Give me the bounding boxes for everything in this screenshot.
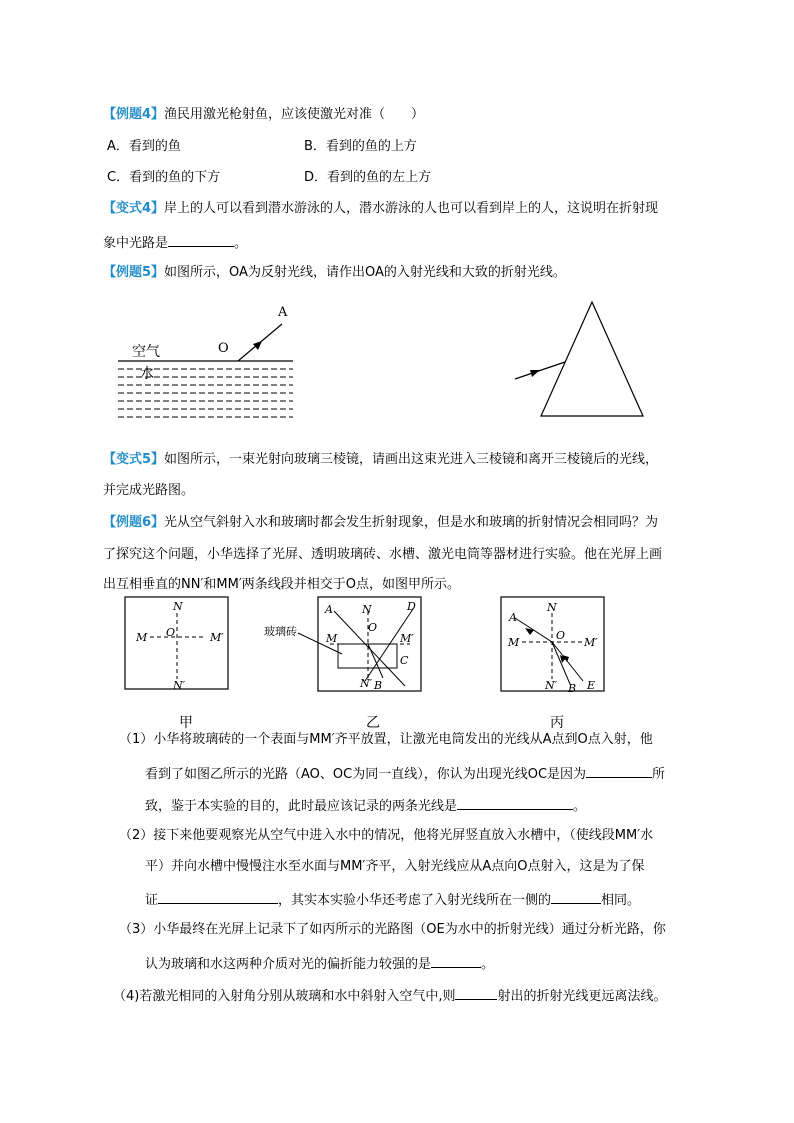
label-m2-yi: M′ <box>400 632 414 645</box>
label-a-yi: A <box>325 603 333 616</box>
ex6-line3: 出互相垂直的NN′和MM′两条线段并相交于O点，如图甲所示。 <box>103 577 461 592</box>
ex6-tag: 【例题6】 <box>103 515 165 530</box>
label-n-jia: N <box>173 600 183 613</box>
label-n-yi: N <box>362 603 372 616</box>
label-o: O <box>218 341 229 356</box>
ex4-option-b: B．看到的鱼的上方 <box>304 139 417 154</box>
q1-line2 <box>145 763 665 784</box>
label-o-jia: O <box>166 626 176 639</box>
label-o-yi: O <box>368 621 378 634</box>
ex4-tag: 【例题4】 <box>103 107 165 122</box>
figure-jia <box>124 596 234 696</box>
var5-tag: 【变式5】 <box>103 452 165 467</box>
ex6-question <box>103 514 658 532</box>
refracted-ray-ob <box>552 642 570 684</box>
label-b-yi: B <box>374 679 383 692</box>
var4-line2 <box>103 232 247 253</box>
q2-text-end: 相同。 <box>601 893 641 908</box>
label-a-bing: A <box>509 611 517 624</box>
ex4-option-a: A．看到的鱼 <box>107 139 181 154</box>
ex6-line2: 了探究这个问题，小华选择了光屏、透明玻璃砖、水槽、激光电筒等器材进行实验。他在光屏上画 <box>103 547 663 562</box>
q1-line1: （1）小华将玻璃砖的一个表面与MM′齐平放置，让激光电筒发出的光线从A点到O点入射，他 <box>119 732 653 747</box>
q3-blank[interactable] <box>431 953 481 968</box>
ex4-option-d: D．看到的鱼的左上方 <box>304 170 432 185</box>
q1-text2: 致，鉴于本实验的目的，此时最应该记录的两条光线是 <box>145 799 458 814</box>
refracted-ray-oe <box>552 642 583 681</box>
label-n2-yi: N′ <box>360 677 373 690</box>
q3-line1: （3）小华最终在光屏上记录下了如丙所示的光路图（OE为水中的折射光线）通过分析光路，你 <box>119 922 666 937</box>
q4-line1 <box>113 985 667 1006</box>
q3-text-end: 。 <box>481 957 495 972</box>
q3-text: 认为玻璃和水这两种介质对光的偏折能力较强的是 <box>145 957 432 972</box>
label-a: A <box>278 305 288 320</box>
ray-od <box>365 609 413 681</box>
var4-text: 岸上的人可以看到潜水游泳的人，潜水游泳的人也可以看到岸上的人，这说明在折射现 <box>164 201 659 216</box>
var4-question <box>103 200 658 218</box>
label-e-bing: E <box>587 679 596 692</box>
q1-blank-2[interactable] <box>457 795 573 810</box>
label-m2-jia: M′ <box>210 631 224 644</box>
caption-yi: 乙 <box>366 715 380 731</box>
q2-line2: 平）并向水槽中慢慢注水至水面与MM′齐平，入射光线应从A点向O点射入，这是为了保 <box>145 859 645 874</box>
label-n2-jia: N′ <box>173 679 186 692</box>
q1-text: 看到了如图乙所示的光路（AO、OC为同一直线），你认为出现光线OC是因为 <box>145 767 587 782</box>
label-b-bing: B <box>568 682 577 695</box>
q2-line3 <box>145 889 640 910</box>
label-m-bing: M <box>508 636 520 649</box>
label-air: 空气 <box>132 344 160 360</box>
glass-prism <box>541 302 643 416</box>
ex5-tag: 【例题5】 <box>103 265 165 280</box>
q2-line1: （2）接下来他要观察光从空气中进入水中的情况，他将光屏竖直放入水槽中，（使线段MM′水 <box>119 828 654 843</box>
ex6-text: 光从空气斜射入水和玻璃时都会发生折射现象，但是水和玻璃的折射情况会相同吗？为 <box>164 515 659 530</box>
q2-blank-2[interactable] <box>551 889 601 904</box>
var5-text: 如图所示，一束光射向玻璃三棱镜，请画出这束光进入三棱镜和离开三棱镜后的光线， <box>164 452 659 467</box>
caption-jia: 甲 <box>179 715 193 731</box>
q4-blank[interactable] <box>455 985 497 1000</box>
figure-yi <box>260 596 425 696</box>
incident-ray-arrow <box>530 370 540 377</box>
caption-bing: 丙 <box>550 715 564 731</box>
q3-line2 <box>145 953 494 974</box>
label-brick: 玻璃砖 <box>264 625 297 638</box>
q2-text-mid: ，其实本实验小华还考虑了入射光线所在一侧的 <box>278 893 552 908</box>
label-m-yi: M <box>326 632 338 645</box>
label-n-bing: N <box>547 601 557 614</box>
q1-blank-1[interactable] <box>586 763 652 778</box>
incident-ray <box>515 362 565 379</box>
q4-text-end: 射出的折射光线更远离法线。 <box>497 989 667 1004</box>
ex5-question <box>103 264 566 282</box>
label-m2-bing: M′ <box>584 636 598 649</box>
ex5-prism-figure <box>505 295 655 425</box>
figure-bing <box>500 596 610 696</box>
var4-blank[interactable] <box>168 232 234 247</box>
ex4-option-c: C．看到的鱼的下方 <box>107 170 221 185</box>
label-o-bing: O <box>556 629 566 642</box>
label-d-yi: D <box>407 600 416 613</box>
q4-text: （4)若激光相同的入射角分别从玻璃和水中斜射入空气中,则 <box>113 989 456 1004</box>
q2-blank-1[interactable] <box>158 889 278 904</box>
label-n2-bing: N′ <box>545 679 558 692</box>
var4-end: 。 <box>234 236 248 251</box>
var4-text2: 象中光路是 <box>103 236 169 251</box>
label-m-jia: M <box>136 631 148 644</box>
ex5-air-water-figure <box>110 300 310 425</box>
label-c-yi: C <box>400 654 409 667</box>
q1-line3 <box>145 795 586 816</box>
q1-text-end: 所 <box>652 767 666 782</box>
ex5-text: 如图所示，OA为反射光线，请作出OA的入射光线和大致的折射光线。 <box>164 265 566 280</box>
ex4-question <box>103 106 424 124</box>
var5-line2: 并完成光路图。 <box>103 483 195 498</box>
q1-text2-end: 。 <box>573 799 587 814</box>
q2-text: 证 <box>145 893 159 908</box>
reflected-ray-arrow <box>253 341 262 350</box>
var5-question <box>103 451 658 469</box>
label-water: 水 <box>140 366 154 382</box>
var4-tag: 【变式4】 <box>103 201 165 216</box>
ex4-text: 渔民用激光枪射鱼，应该使激光对准（ ） <box>164 107 425 122</box>
